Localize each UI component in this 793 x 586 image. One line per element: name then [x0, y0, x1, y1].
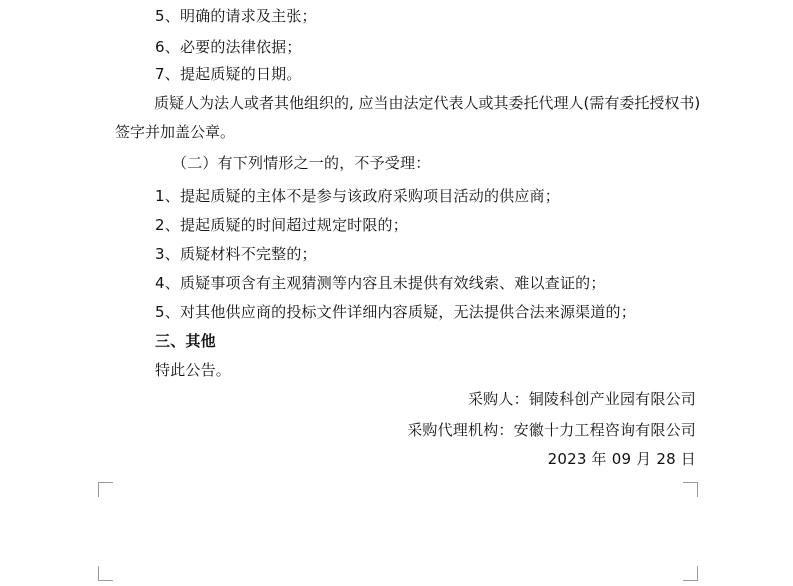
page-left-margin [0, 0, 115, 586]
crop-mark-bottom-right [683, 566, 698, 581]
signature-purchaser: 采购人：铜陵科创产业园有限公司 [467, 390, 696, 408]
list-item: 2、提起质疑的时间超过规定时限的； [155, 216, 408, 234]
section-two-heading: （二）有下列情形之一的，不予受理： [172, 154, 431, 172]
list-item: 4、质疑事项含有主观猜测等内容且未提供有效线索、难以查证的； [155, 274, 606, 292]
paragraph-representative-line2: 签字并加盖公章。 [115, 123, 236, 141]
signature-date: 2023 年 09 月 28 日 [547, 450, 696, 468]
list-item: 5、对其他供应商的投标文件详细内容质疑，无法提供合法来源渠道的； [155, 303, 636, 321]
list-item: 5、明确的请求及主张； [155, 7, 317, 25]
list-item: 7、提起质疑的日期。 [155, 65, 302, 83]
document-content [115, 0, 701, 481]
crop-mark-bottom-left [98, 566, 113, 581]
list-item: 3、质疑材料不完整的； [155, 245, 317, 263]
section-three-body: 特此公告。 [155, 361, 232, 379]
list-item: 6、必要的法律依据； [155, 38, 302, 56]
signature-agency: 采购代理机构：安徽十力工程咨询有限公司 [407, 421, 696, 439]
list-item: 1、提起质疑的主体不是参与该政府采购项目活动的供应商； [155, 187, 560, 205]
section-three-heading: 三、其他 [155, 332, 216, 350]
crop-mark-top-left [98, 482, 113, 497]
paragraph-representative-line1: 质疑人为法人或者其他组织的, 应当由法定代表人或其委托代理人(需有委托授权书) [154, 94, 701, 112]
crop-mark-top-right [683, 482, 698, 497]
